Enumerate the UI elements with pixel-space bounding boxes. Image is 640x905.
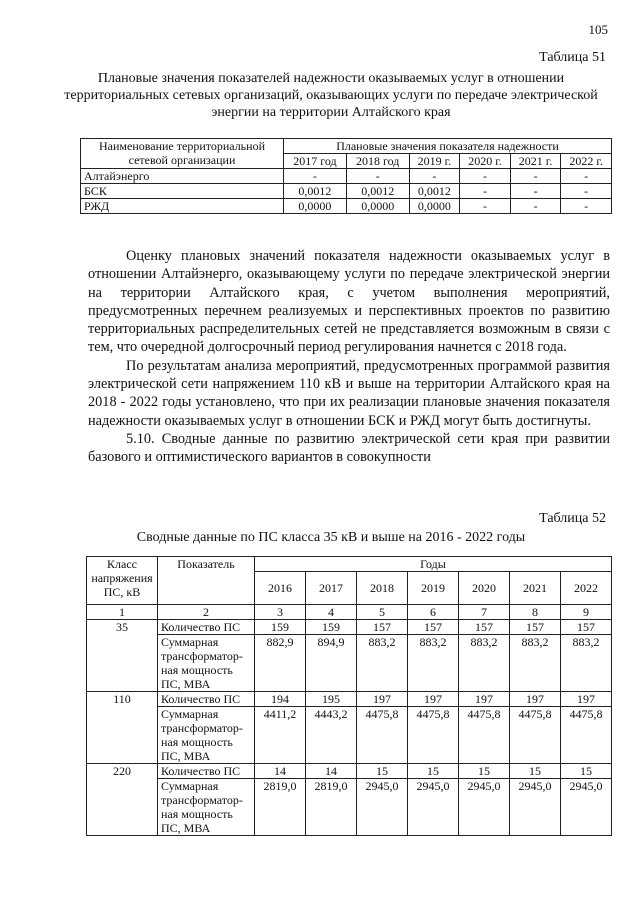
column-number: 8	[510, 605, 561, 620]
table-cell: 14	[255, 764, 306, 779]
table-51-title: Плановые значения показателей надежности оказываемых услуг в отношении территориальных сетевых организаций, оказывающих услуги по передаче электрической энергии на территории Алтайского края	[64, 71, 598, 120]
table-cell: 4475,8	[510, 707, 561, 764]
body-text	[88, 247, 610, 467]
table-cell: 883,2	[357, 635, 408, 692]
table-cell: 4475,8	[408, 707, 459, 764]
table-cell: 882,9	[255, 635, 306, 692]
table-cell: -	[409, 169, 460, 184]
org-name: Алтайэнерго	[81, 169, 284, 184]
table-row	[87, 764, 612, 779]
indicator-label: Суммарная трансформатор-ная мощность ПС, МВА	[158, 635, 255, 692]
table-cell: 2945,0	[459, 779, 510, 836]
indicator-label: Суммарная трансформатор-ная мощность ПС, МВА	[158, 707, 255, 764]
table-cell: 2819,0	[255, 779, 306, 836]
table-cell: 157	[561, 620, 612, 635]
paragraph: По результатам анализа мероприятий, предусмотренных программой развития электрической сети напряжением 110 кВ и выше на территории Алтайского края на 2018 - 2022 годы установлено, что при их реализации плановые значения показателя надежности оказываемых услуг в отношении БСК и РЖД могут быть достигнуты.	[88, 357, 610, 429]
table-cell: 0,0000	[284, 199, 347, 214]
year-header: 2019	[408, 572, 459, 605]
table-cell: 157	[357, 620, 408, 635]
table-cell: 4443,2	[306, 707, 357, 764]
table-cell: 195	[306, 692, 357, 707]
table-cell: 157	[408, 620, 459, 635]
table-cell: 159	[306, 620, 357, 635]
header-years-group: Годы	[255, 557, 612, 572]
page-number: 105	[588, 22, 608, 37]
column-number: 9	[561, 605, 612, 620]
table-cell: -	[346, 169, 409, 184]
table-row	[81, 184, 612, 199]
indicator-label: Количество ПС	[158, 692, 255, 707]
column-number: 3	[255, 605, 306, 620]
table-cell: 15	[357, 764, 408, 779]
table-52-title: Сводные данные по ПС класса 35 кВ и выше на 2016 - 2022 годы	[136, 530, 526, 545]
table-cell: 159	[255, 620, 306, 635]
paragraph: Оценку плановых значений показателя надежности оказываемых услуг в отношении Алтайэнерго, оказывающему услуги по передаче электрической энергии на территории Алтайского края, с учетом выполнения мероприятий, предусмотренных перечнем реализуемых и перспективных проектов по развитию территориальных распределительных сетей не представляется возможным в связи с тем, что очередной долгосрочный период регулирования начнется с 2018 года.	[88, 248, 610, 356]
table-row	[81, 199, 612, 214]
table-cell: 197	[408, 692, 459, 707]
header-org-name: Наименование территориальной сетевой организации	[81, 139, 284, 169]
table-row	[87, 707, 612, 764]
year-header: 2018	[357, 572, 408, 605]
table-cell: 883,2	[408, 635, 459, 692]
table-cell: 883,2	[459, 635, 510, 692]
table-cell: 2945,0	[510, 779, 561, 836]
header-voltage-class: Класс напряжения ПС, кВ	[87, 557, 158, 605]
table-cell: 15	[510, 764, 561, 779]
table-cell: -	[460, 184, 511, 199]
table-cell: 0,0012	[346, 184, 409, 199]
header-indicator: Показатель	[158, 557, 255, 605]
table-cell: 197	[459, 692, 510, 707]
table-cell: 0,0000	[346, 199, 409, 214]
year-header: 2022 г.	[561, 154, 612, 169]
table-row	[87, 692, 612, 707]
table-cell: 4475,8	[459, 707, 510, 764]
table-cell: 157	[510, 620, 561, 635]
table-51-caption: Таблица 51	[539, 50, 606, 65]
table-cell: -	[510, 199, 561, 214]
table-52	[86, 556, 612, 836]
table-row	[81, 169, 612, 184]
year-header: 2019 г.	[409, 154, 460, 169]
year-header: 2017	[306, 572, 357, 605]
table-cell: 15	[459, 764, 510, 779]
table-row	[87, 635, 612, 692]
table-row	[87, 779, 612, 836]
year-header: 2020 г.	[460, 154, 511, 169]
table-cell: 2819,0	[306, 779, 357, 836]
table-cell: -	[561, 169, 612, 184]
header-reliability-group: Плановые значения показателя надежности	[284, 139, 612, 154]
table-cell: 2945,0	[561, 779, 612, 836]
table-cell: 883,2	[561, 635, 612, 692]
table-cell: -	[284, 169, 347, 184]
table-cell: 194	[255, 692, 306, 707]
year-header: 2022	[561, 572, 612, 605]
year-header: 2018 год	[346, 154, 409, 169]
indicator-label: Количество ПС	[158, 620, 255, 635]
table-cell: -	[510, 184, 561, 199]
year-header: 2016	[255, 572, 306, 605]
table-cell: 2945,0	[357, 779, 408, 836]
indicator-label: Количество ПС	[158, 764, 255, 779]
org-name: РЖД	[81, 199, 284, 214]
table-cell: 15	[408, 764, 459, 779]
column-number: 6	[408, 605, 459, 620]
year-header: 2021	[510, 572, 561, 605]
table-cell: -	[561, 199, 612, 214]
table-cell: 0,0000	[409, 199, 460, 214]
table-cell: 15	[561, 764, 612, 779]
column-number: 2	[158, 605, 255, 620]
column-number: 1	[87, 605, 158, 620]
table-cell: 894,9	[306, 635, 357, 692]
column-number-row	[87, 605, 612, 620]
column-number: 7	[459, 605, 510, 620]
voltage-class: 35	[87, 620, 158, 692]
column-number: 5	[357, 605, 408, 620]
indicator-label: Суммарная трансформатор-ная мощность ПС, МВА	[158, 779, 255, 836]
table-cell: 197	[561, 692, 612, 707]
voltage-class: 220	[87, 764, 158, 836]
table-51	[80, 138, 612, 214]
year-header: 2017 год	[284, 154, 347, 169]
table-cell: 157	[459, 620, 510, 635]
voltage-class: 110	[87, 692, 158, 764]
table-cell: -	[460, 199, 511, 214]
table-row	[87, 620, 612, 635]
table-cell: 2945,0	[408, 779, 459, 836]
table-cell: 883,2	[510, 635, 561, 692]
table-cell: -	[561, 184, 612, 199]
table-cell: 4411,2	[255, 707, 306, 764]
table-cell: 197	[357, 692, 408, 707]
table-cell: 4475,8	[561, 707, 612, 764]
table-cell: 0,0012	[284, 184, 347, 199]
table-cell: -	[510, 169, 561, 184]
paragraph: 5.10. Сводные данные по развитию электрической сети края при развитии базового и оптимистического вариантов в совокупности	[88, 430, 610, 466]
column-number: 4	[306, 605, 357, 620]
year-header: 2021 г.	[510, 154, 561, 169]
table-cell: 4475,8	[357, 707, 408, 764]
table-52-caption: Таблица 52	[539, 511, 606, 526]
table-cell: 197	[510, 692, 561, 707]
table-cell: -	[460, 169, 511, 184]
table-cell: 14	[306, 764, 357, 779]
org-name: БСК	[81, 184, 284, 199]
year-header: 2020	[459, 572, 510, 605]
table-cell: 0,0012	[409, 184, 460, 199]
